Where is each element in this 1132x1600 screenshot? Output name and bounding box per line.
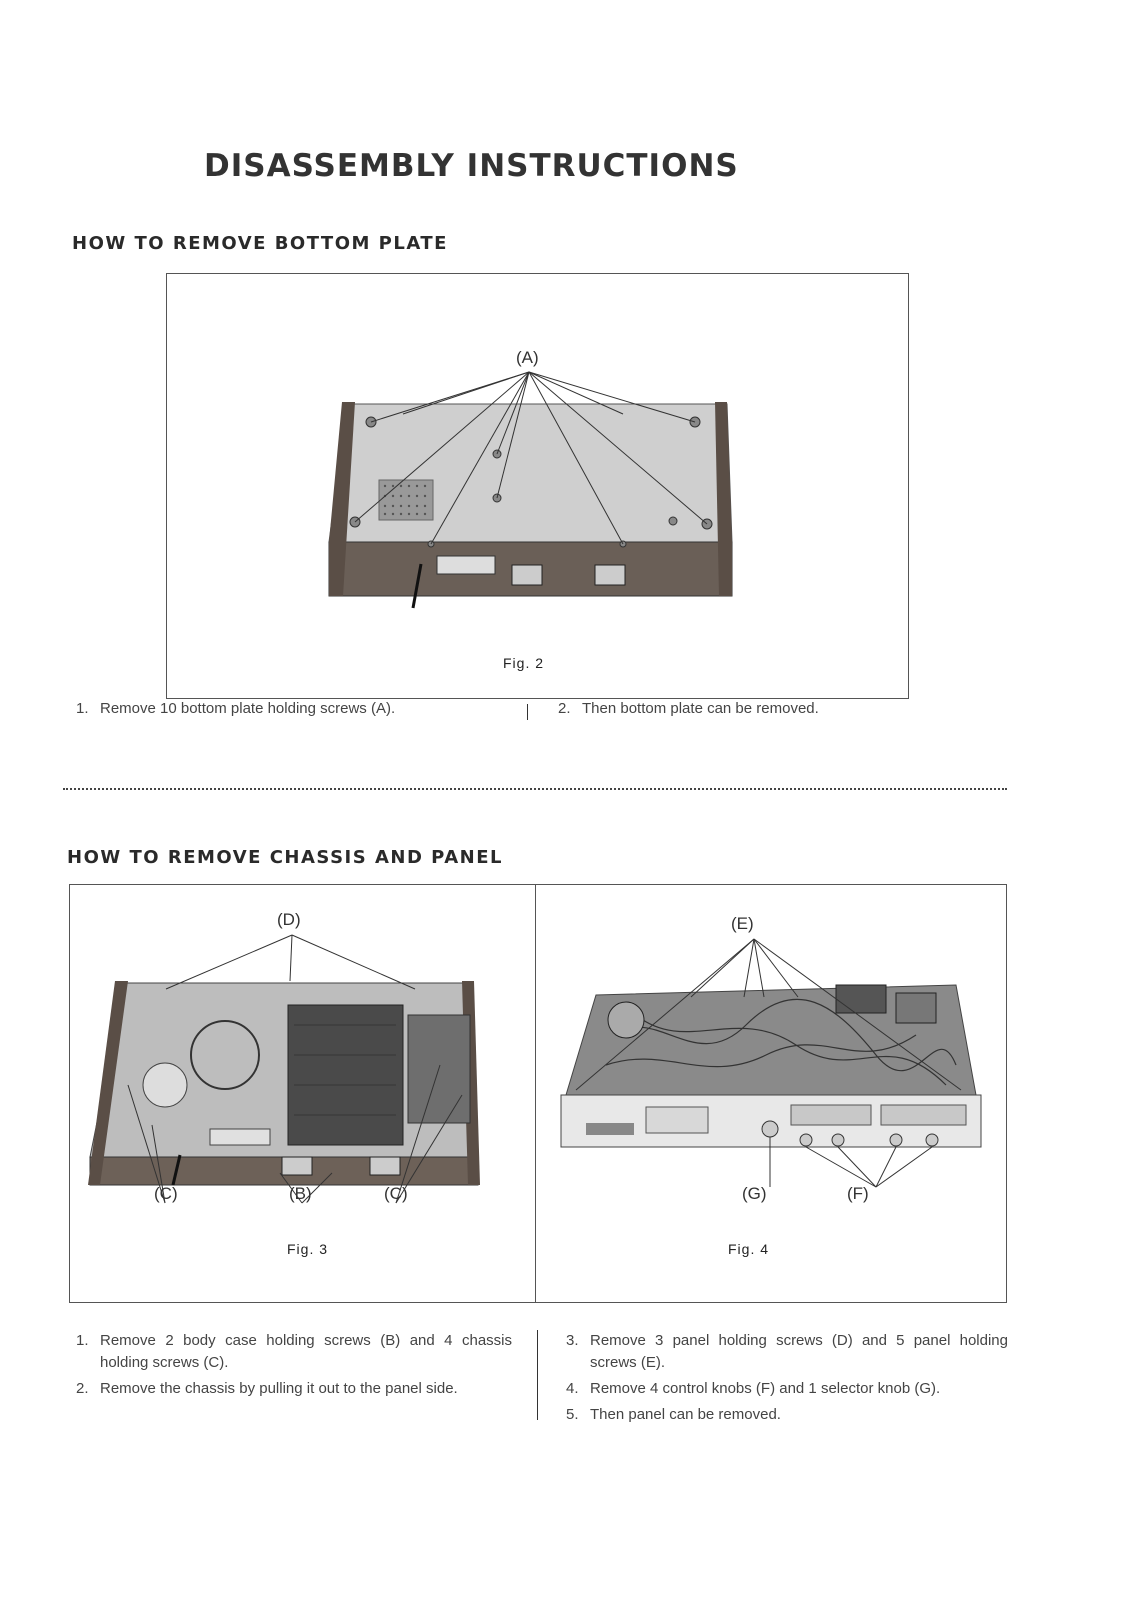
- callout-f: (F): [847, 1184, 869, 1203]
- figure-2-caption: Fig. 2: [503, 655, 545, 671]
- figure-4-photo: [536, 885, 1006, 1302]
- step-3-panel: [566, 1330, 1008, 1374]
- section-heading-chassis-panel: HOW TO REMOVE CHASSIS AND PANEL: [67, 847, 503, 868]
- step-number: 4.: [566, 1380, 579, 1397]
- callout-a: (A): [516, 348, 539, 367]
- callout-c-right: (C): [384, 1184, 408, 1203]
- step-5-panel: [566, 1404, 1008, 1426]
- callout-e: (E): [731, 914, 754, 933]
- step-number: 1.: [76, 1332, 89, 1349]
- section-divider: [63, 788, 1007, 790]
- step-number: 1.: [76, 700, 89, 717]
- step-number: 2.: [558, 700, 571, 717]
- step-2-chassis: [76, 1378, 512, 1400]
- step-number: 5.: [566, 1406, 579, 1423]
- step-number: 3.: [566, 1332, 579, 1349]
- step-text: Remove 2 body case holding screws (B) and 4 chassis holding screws (C).: [100, 1332, 512, 1371]
- step-number: 2.: [76, 1380, 89, 1397]
- step-text: Then panel can be removed.: [590, 1406, 781, 1423]
- step-4-panel: [566, 1378, 1008, 1400]
- callout-c-left: (C): [154, 1184, 178, 1203]
- step-text: Then bottom plate can be removed.: [582, 700, 819, 717]
- step-text: Remove the chassis by pulling it out to the panel side.: [100, 1380, 458, 1397]
- callout-d: (D): [277, 910, 301, 929]
- section-heading-bottom-plate: HOW TO REMOVE BOTTOM PLATE: [72, 233, 448, 254]
- callout-b: (B): [289, 1184, 312, 1203]
- step-text: Remove 4 control knobs (F) and 1 selector knob (G).: [590, 1380, 941, 1397]
- figures-3-4-frame: [69, 884, 1007, 1303]
- page-title: DISASSEMBLY INSTRUCTIONS: [204, 148, 739, 184]
- figure-3-photo: [70, 885, 535, 1302]
- callout-g: (G): [742, 1184, 767, 1203]
- step-text: Remove 3 panel holding screws (D) and 5 panel holding screws (E).: [590, 1332, 1008, 1371]
- step-text: Remove 10 bottom plate holding screws (A).: [100, 700, 396, 717]
- step-1-chassis: [76, 1330, 512, 1374]
- column-separator: [537, 1330, 538, 1420]
- figure-3-caption: Fig. 3: [287, 1241, 329, 1257]
- figure-2-frame: [166, 273, 909, 699]
- step-2-bottom-plate: [558, 698, 958, 720]
- figure-4-caption: Fig. 4: [728, 1241, 770, 1257]
- column-separator: [527, 704, 528, 720]
- step-1-bottom-plate: [76, 698, 476, 720]
- figure-2-photo: [167, 274, 908, 698]
